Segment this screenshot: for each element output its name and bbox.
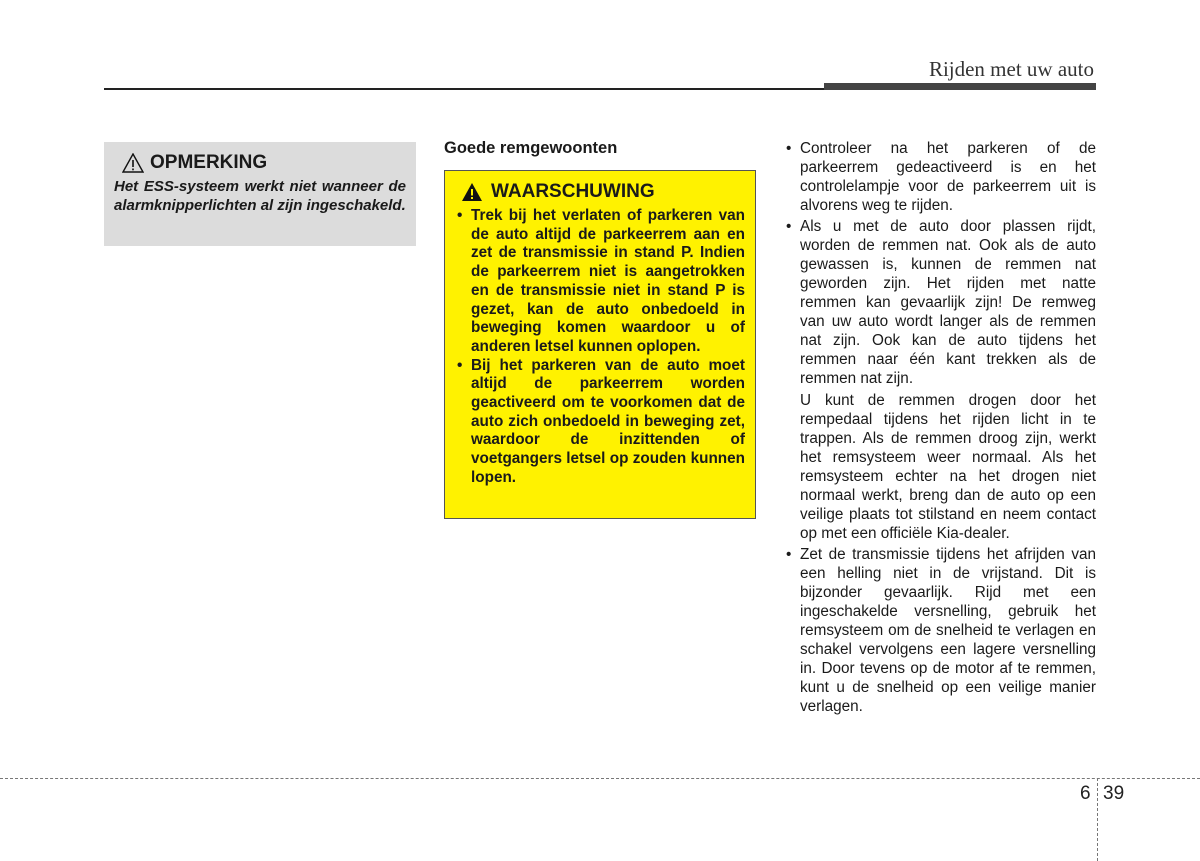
note-title: OPMERKING xyxy=(150,152,268,173)
warning-list xyxy=(453,207,745,488)
warning-triangle-icon xyxy=(461,182,483,202)
note-box xyxy=(104,142,416,246)
page-header-title: Rijden met uw auto xyxy=(928,57,1094,81)
section-heading: Goede remgewoonten xyxy=(444,139,618,157)
note-title-row xyxy=(122,152,406,174)
warning-title: WAARSCHUWING xyxy=(491,181,655,202)
warning-item: • Trek bij het verlaten of parkeren van de auto altijd de parkeerrem aan en zet de transmissie in stand P. Indien de parkeerrem niet is aangetrokken en de transmissie niet in stand P is gezet, kan de auto onbedoeld in beweging komen waardoor u of anderen letsel kunnen oplopen. xyxy=(453,207,745,357)
bullet-item-parking-brake: • Controleer na het parkeren of de parkeerrem gedeactiveerd is en het controlelampje voor de parkeerrem uit is alvorens weg te rijden. xyxy=(784,139,1096,215)
page-number: 39 xyxy=(1103,783,1125,804)
footer-vertical-divider xyxy=(1097,778,1098,861)
warning-item: • Bij het parkeren van de auto moet altijd de parkeerrem worden geactiveerd om te voorkomen dat de auto zich onbedoeld in beweging zet, waardoor de inzittenden of voetgangers letsel op zouden kunnen lopen. xyxy=(453,357,745,488)
bullet-item-wet-brakes: • Als u met de auto door plassen rijdt, worden de remmen nat. Ook als de auto gewassen is, kunnen de remmen nat geworden zijn. Het rijden met natte remmen kan gevaarlijk zijn! De remweg van uw auto wordt langer als de remmen nat zijn. Ook kan de auto tijdens het remmen naar één kant trekken als de remmen nat zijn. xyxy=(784,217,1096,388)
paragraph-drying-brakes: U kunt de remmen drogen door het rempedaal tijdens het rijden licht in te trappen. Als de remmen droog zijn, werkt het remsysteem weer normaal. Als het remsysteem echter na het drogen niet normaal werkt, breng dan de auto op een veilige plaats tot stilstand en neem contact op met een officiële Kia-dealer. xyxy=(800,392,1096,542)
right-column xyxy=(784,139,1096,718)
header-rule-accent xyxy=(824,83,1096,90)
footer-divider xyxy=(0,778,1200,779)
warning-box xyxy=(444,170,756,519)
note-body: Het ESS-systeem werkt niet wanneer de alarmknipperlichten al zijn ingeschakeld. xyxy=(114,178,406,214)
warning-title-row xyxy=(461,181,745,203)
header-rule xyxy=(104,88,826,90)
chapter-number: 6 xyxy=(1080,783,1091,804)
caution-triangle-icon xyxy=(122,153,144,173)
bullet-item-neutral-downhill: • Zet de transmissie tijdens het afrijden van een helling niet in de vrijstand. Dit is bijzonder gevaarlijk. Rijd met een ingeschakelde versnelling, gebruik het remsysteem om de snelheid te verlagen en schakel vervolgens een lagere versnelling in. Door tevens op de motor af te remmen, kunt u de snelheid op een veilige manier verlagen. xyxy=(784,545,1096,716)
